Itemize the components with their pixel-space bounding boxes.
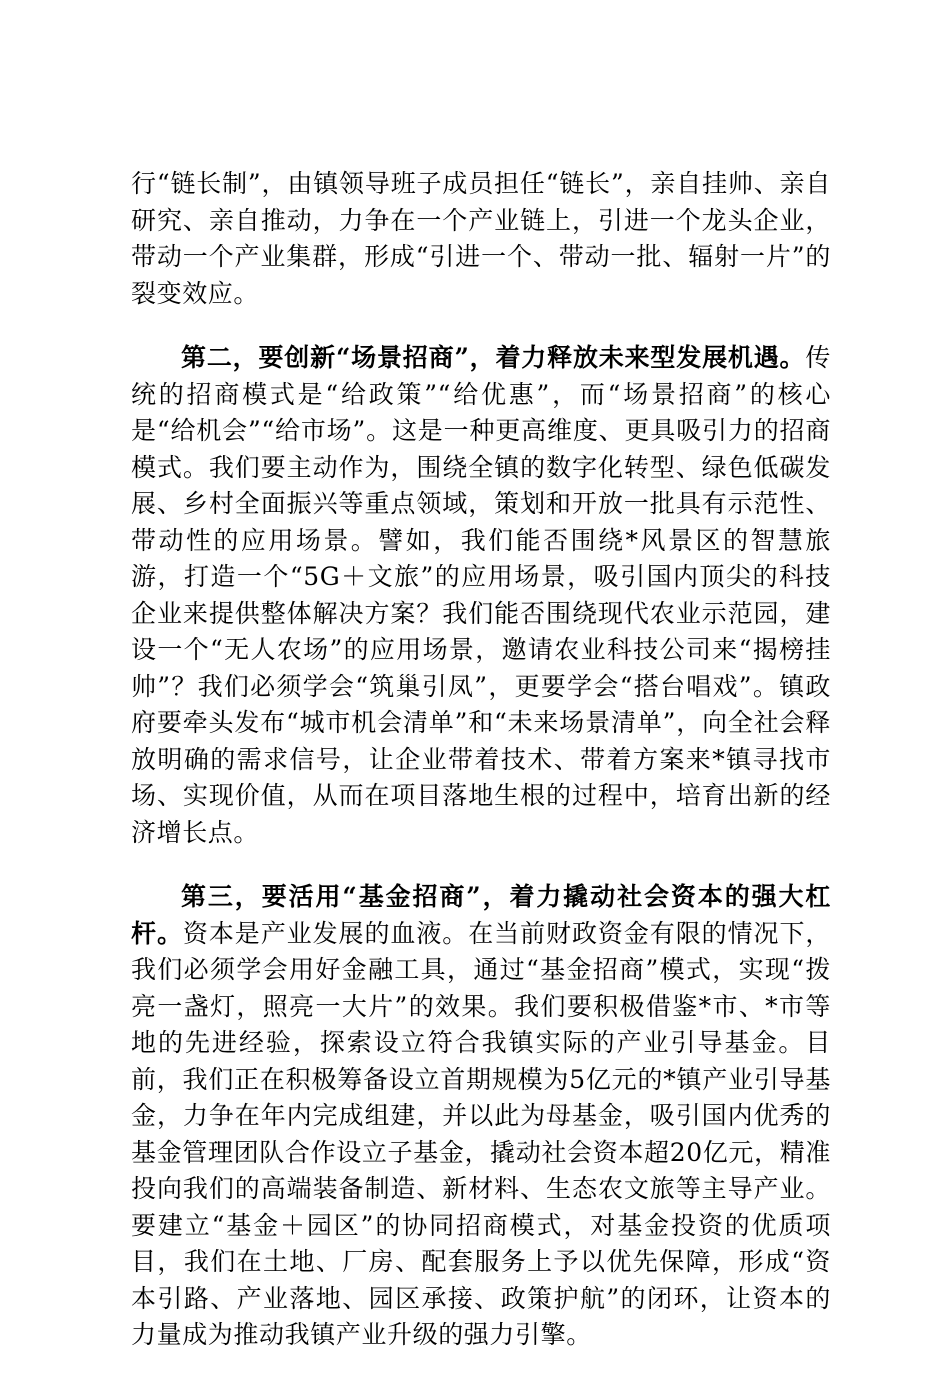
paragraph-text: 传统的招商模式是“给政策”“给优惠”，而“场景招商”的核心是“给机会”“给市场”。这是一种更高维度、更具吸引力的招商模式。我们要主动作为，围绕全镇的数字化转型、绿色低碳发展、乡村全面振兴等重点领域，策划和开放一批具有示范性、带动性的应用场景。譬如，我们能否围绕*风景区的智慧旅游，打造一个“5G＋文旅”的应用场景，吸引国内顶尖的科技企业来提供整体解决方案？我们能否围绕现代农业示范园，建设一个“无人农场”的应用场景，邀请农业科技公司来“揭榜挂帅”？我们必须学会“筑巢引凤”，更要学会“搭台唱戏”。镇政府要牵头发布“城市机会清单”和“未来场景清单”，向全社会释放明确的需求信号，让企业带着技术、带着方案来*镇寻找市场、实现价值，从而在项目落地生根的过程中，培育出新的经济增长点。 [131, 343, 831, 847]
paragraph-heading: 第三，要活用“基金招商”，着力撬动社会资本的强大杠杆。 [131, 882, 831, 948]
paragraph-fund-investment [131, 879, 831, 1354]
document-body [131, 166, 831, 1382]
paragraph-chain-leader [131, 166, 831, 312]
paragraph-text: 资本是产业发展的血液。在当前财政资金有限的情况下，我们必须学会用好金融工具，通过“基金招商”模式，实现“拨亮一盏灯，照亮一大片”的效果。我们要积极借鉴*市、*市等地的先进经验，探索设立符合我镇实际的产业引导基金。目前，我们正在积极筹备设立首期规模为5亿元的*镇产业引导基金，力争在年内完成组建，并以此为母基金，吸引国内优秀的基金管理团队合作设立子基金，撬动社会资本超20亿元，精准投向我们的高端装备制造、新材料、生态农文旅等主导产业。要建立“基金＋园区”的协同招商模式，对基金投资的优质项目，我们在土地、厂房、配套服务上予以优先保障，形成“资本引路、产业落地、园区承接、政策护航”的闭环，让资本的力量成为推动我镇产业升级的强力引擎。 [131, 918, 831, 1349]
paragraph-text: 行“链长制”，由镇领导班子成员担任“链长”，亲自挂帅、亲自研究、亲自推动，力争在一个产业链上，引进一个龙头企业，带动一个产业集群，形成“引进一个、带动一批、辐射一片”的裂变效应。 [131, 169, 831, 308]
paragraph-heading: 第二，要创新“场景招商”，着力释放未来型发展机遇。 [181, 343, 806, 372]
paragraph-scenario-investment [131, 340, 831, 851]
